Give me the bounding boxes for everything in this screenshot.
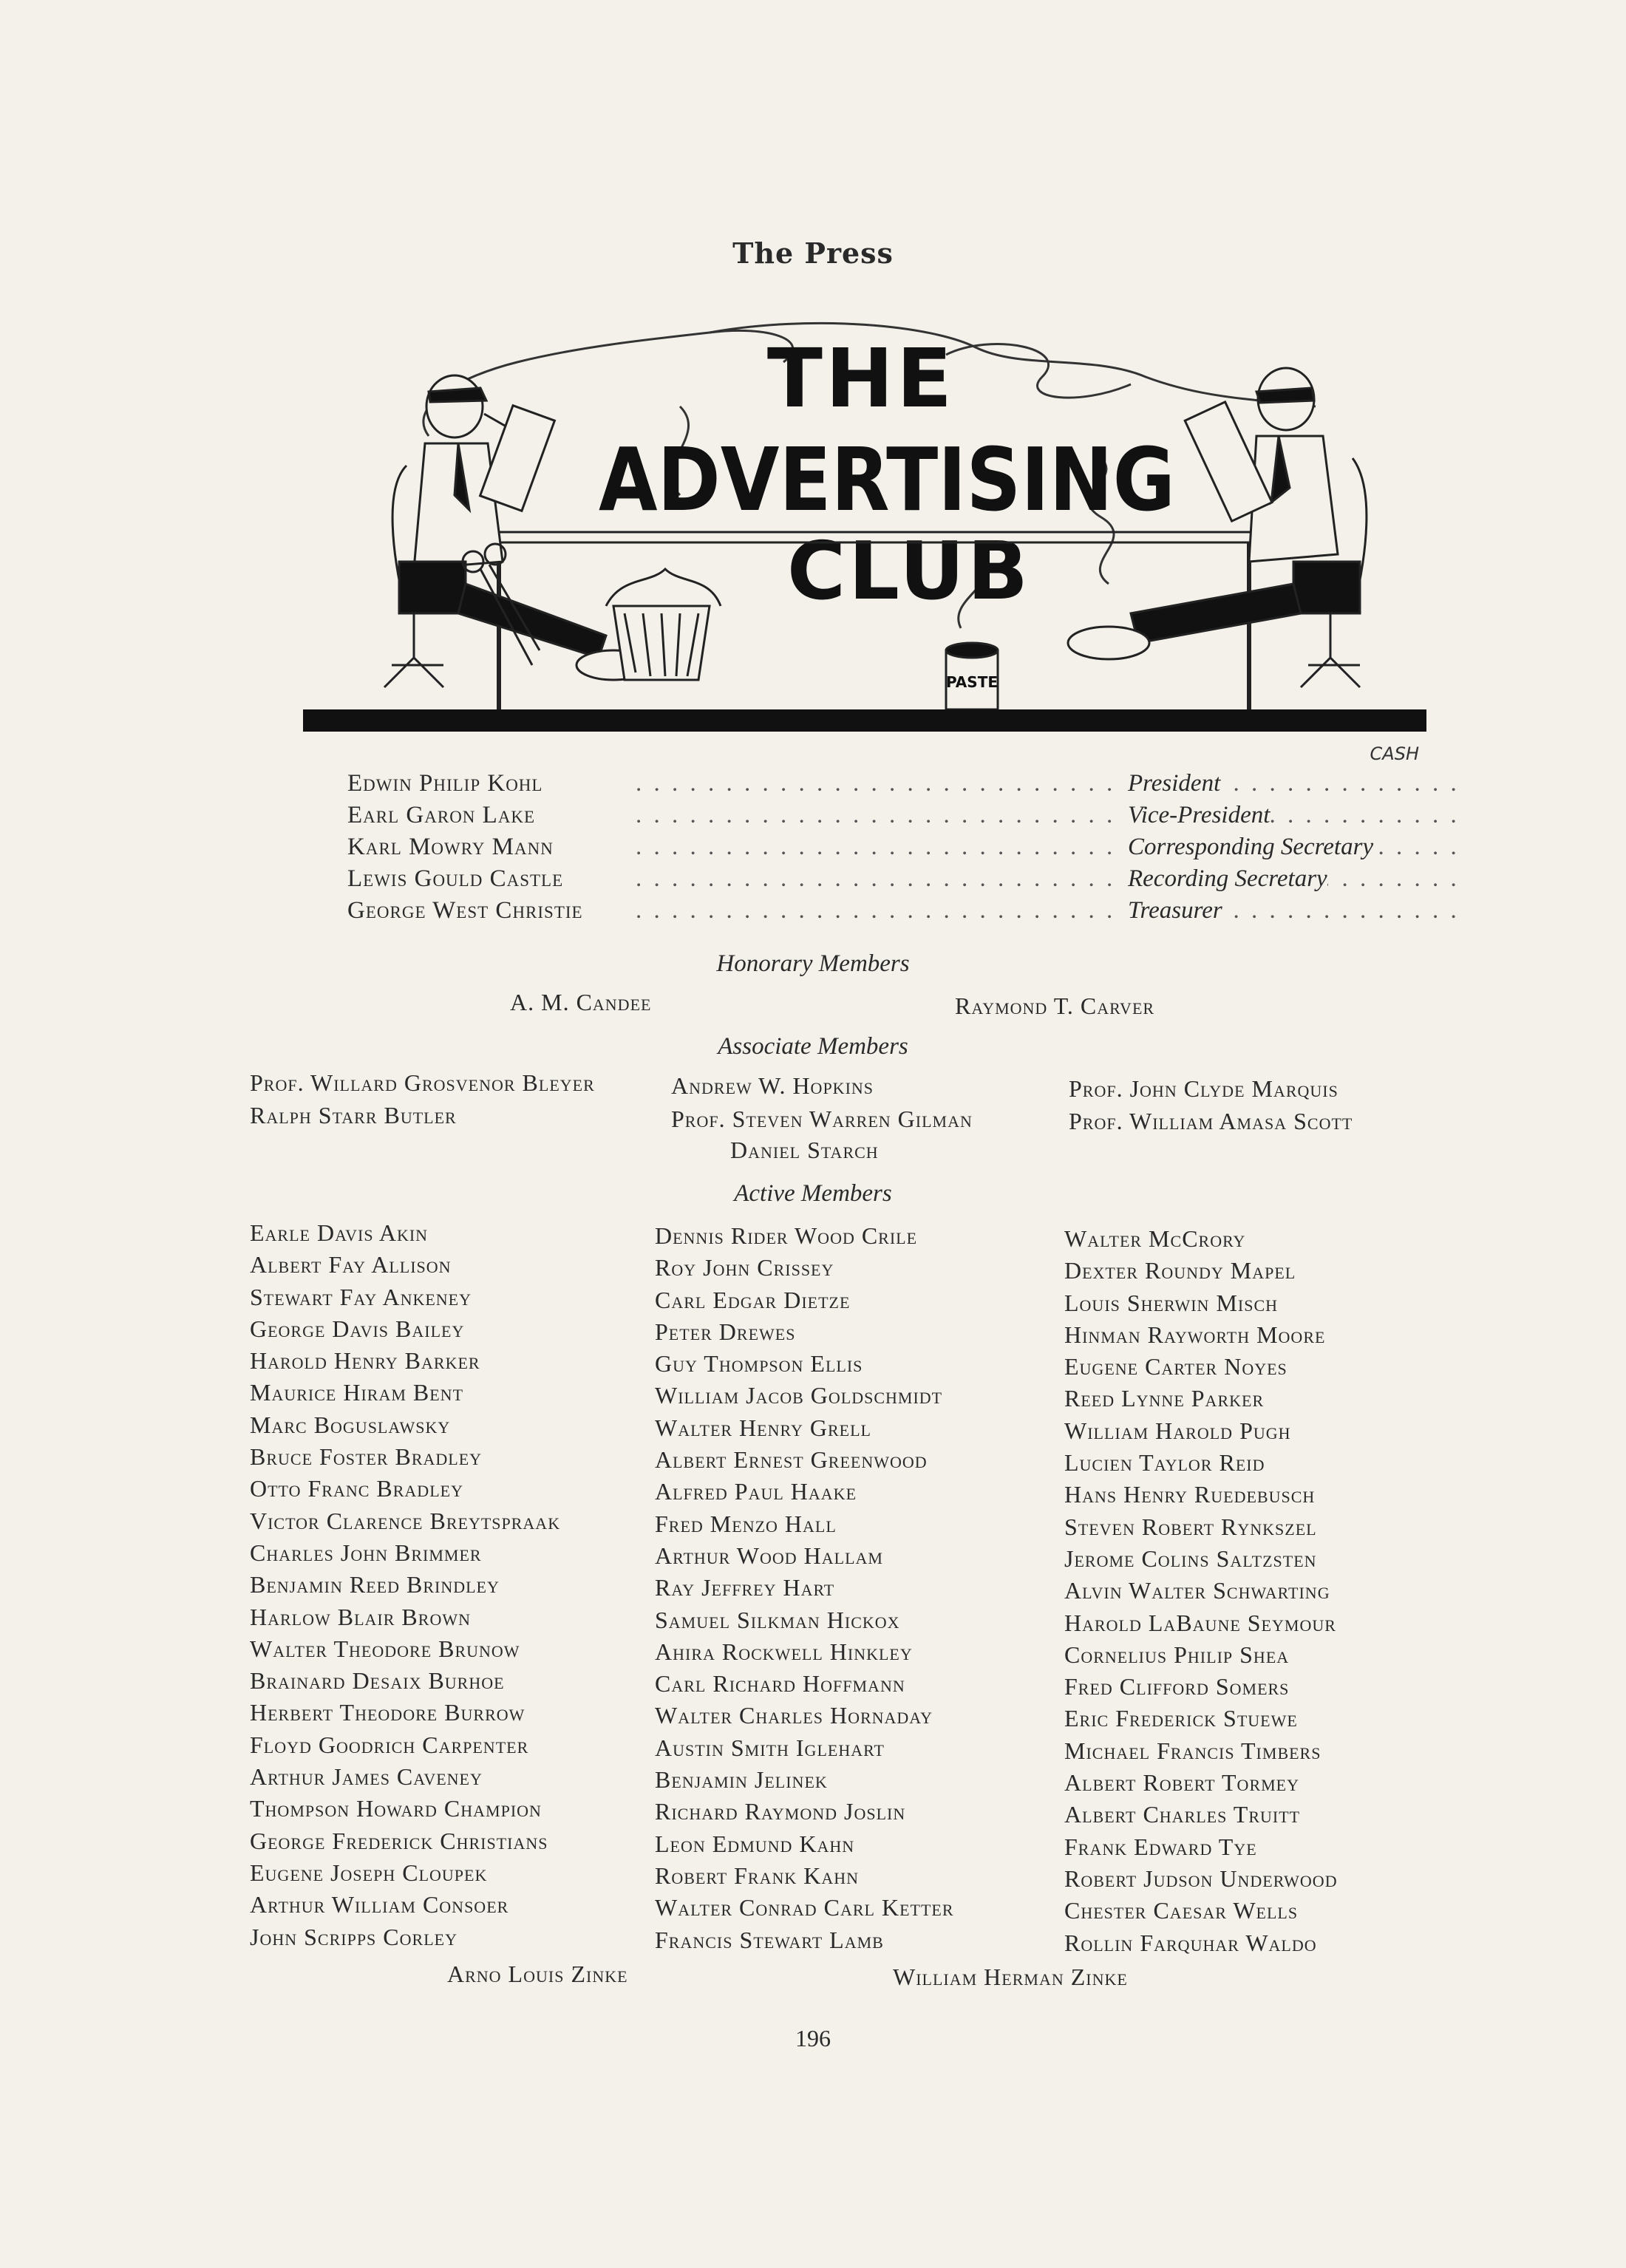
member-name: Herbert Theodore Burrow — [250, 1699, 525, 1726]
officer-title: Vice-President — [1122, 802, 1270, 829]
officer-row — [347, 897, 1441, 929]
associate-member: Ralph Starr Butler — [250, 1102, 457, 1128]
masthead-title-line3: CLUB — [786, 525, 1032, 618]
member-name: Stewart Fay Ankeney — [250, 1283, 472, 1310]
member-name: Floyd Goodrich Carpenter — [250, 1731, 529, 1758]
masthead-title-line1: THE — [766, 331, 956, 426]
member-name: Walter McCrory — [1064, 1225, 1246, 1252]
officer-row — [347, 834, 1441, 865]
active-members-column-2 — [655, 1222, 954, 1958]
member-name: Benjamin Reed Brindley — [250, 1571, 500, 1598]
member-name: Walter Conrad Carl Ketter — [655, 1894, 954, 1921]
member-name: Arthur Wood Hallam — [655, 1542, 883, 1569]
member-name: Robert Frank Kahn — [655, 1862, 860, 1889]
member-name: Chester Caesar Wells — [1064, 1897, 1299, 1924]
member-name: Maurice Hiram Bent — [250, 1379, 464, 1406]
honorary-member: A. M. Candee — [510, 989, 652, 1015]
officer-title: President — [1122, 770, 1220, 797]
member-name: Albert Ernest Greenwood — [655, 1446, 928, 1474]
member-name: William Jacob Goldschmidt — [655, 1382, 943, 1409]
honorary-member: Raymond T. Carver — [955, 992, 1155, 1019]
officer-title: Treasurer — [1122, 897, 1222, 924]
member-name: Dennis Rider Wood Crile — [655, 1222, 918, 1249]
member-name: Albert Robert Tormey — [1064, 1769, 1300, 1797]
associate-member: Prof. Willard Grosvenor Bleyer — [250, 1069, 595, 1096]
associate-member: Prof. William Amasa Scott — [1069, 1108, 1353, 1134]
associate-member: Daniel Starch — [730, 1137, 879, 1163]
member-name: Dexter Roundy Mapel — [1064, 1257, 1296, 1284]
member-name: Eugene Joseph Cloupek — [250, 1859, 488, 1886]
member-name: Harold Henry Barker — [250, 1347, 480, 1375]
leader-dots — [636, 865, 1456, 893]
member-name: Eugene Carter Noyes — [1064, 1353, 1287, 1380]
officer-row — [347, 865, 1441, 897]
officer-name: Earl Garon Lake — [347, 802, 536, 828]
member-name: Rollin Farquhar Waldo — [1064, 1929, 1317, 1956]
member-name: Francis Stewart Lamb — [655, 1926, 884, 1953]
member-name: Bruce Foster Bradley — [250, 1443, 483, 1471]
masthead-illustration — [296, 318, 1434, 761]
member-name: Carl Edgar Dietze — [655, 1286, 851, 1313]
officer-title: Corresponding Secretary — [1122, 834, 1373, 861]
member-name: John Scripps Corley — [250, 1923, 457, 1950]
associate-member: Andrew W. Hopkins — [671, 1072, 874, 1099]
page-number: 196 — [795, 2025, 831, 2051]
member-name: Arthur James Caveney — [250, 1763, 483, 1791]
paste-label: PASTE — [945, 673, 999, 691]
running-head: The Press — [732, 236, 894, 270]
member-name: Charles John Brimmer — [250, 1539, 482, 1566]
associate-member: Prof. Steven Warren Gilman — [671, 1106, 973, 1132]
member-name: Walter Charles Hornaday — [655, 1702, 933, 1729]
member-name: Jerome Colins Saltzsten — [1064, 1545, 1317, 1572]
member-name: Fred Menzo Hall — [655, 1510, 837, 1537]
member-name: Harlow Blair Brown — [250, 1603, 471, 1630]
member-name: Michael Francis Timbers — [1064, 1737, 1321, 1764]
member-name: Alvin Walter Schwarting — [1064, 1577, 1330, 1604]
member-name: Louis Sherwin Misch — [1064, 1289, 1279, 1316]
member-name: Samuel Silkman Hickox — [655, 1606, 900, 1633]
member-name: Ray Jeffrey Hart — [655, 1574, 835, 1601]
member-name: Fred Clifford Somers — [1064, 1673, 1290, 1700]
member-name: Robert Judson Underwood — [1064, 1865, 1338, 1892]
active-members-column-1 — [250, 1219, 560, 1955]
active-member-final: Arno Louis Zinke — [447, 1961, 628, 1987]
officer-name: Karl Mowry Mann — [347, 834, 554, 860]
member-name: Victor Clarence Breytspraak — [250, 1507, 561, 1534]
leader-dots — [636, 802, 1456, 829]
member-name: Steven Robert Rynkszel — [1064, 1513, 1317, 1540]
member-name: Thompson Howard Champion — [250, 1795, 542, 1822]
associate-heading: Associate Members — [718, 1033, 908, 1060]
member-name: Hinman Rayworth Moore — [1064, 1321, 1326, 1348]
member-name: Arthur William Consoer — [250, 1891, 509, 1918]
member-name: Albert Fay Allison — [250, 1251, 452, 1278]
member-name: Walter Theodore Brunow — [250, 1635, 520, 1662]
member-name: Cornelius Philip Shea — [1064, 1641, 1290, 1668]
member-name: Austin Smith Iglehart — [655, 1734, 885, 1761]
member-name: Earle Davis Akin — [250, 1219, 429, 1246]
member-name: Peter Drewes — [655, 1318, 796, 1345]
member-name: Leon Edmund Kahn — [655, 1830, 855, 1857]
member-name: Otto Franc Bradley — [250, 1475, 463, 1502]
member-name: Frank Edward Tye — [1064, 1833, 1257, 1860]
leader-dots — [636, 770, 1456, 797]
active-members-column-3 — [1064, 1225, 1338, 1961]
member-name: Hans Henry Ruedebusch — [1064, 1481, 1316, 1508]
member-name: Alfred Paul Haake — [655, 1478, 857, 1505]
member-name: Benjamin Jelinek — [655, 1766, 828, 1794]
officers-list — [347, 770, 1441, 929]
officer-name: Lewis Gould Castle — [347, 865, 564, 892]
member-name: Carl Richard Hoffmann — [655, 1670, 905, 1697]
officer-name: George West Christie — [347, 897, 583, 924]
member-name: Harold LaBaune Seymour — [1064, 1609, 1336, 1636]
associate-member: Prof. John Clyde Marquis — [1069, 1075, 1338, 1102]
member-name: Marc Boguslawsky — [250, 1411, 451, 1438]
officer-row — [347, 770, 1441, 802]
member-name: George Frederick Christians — [250, 1827, 548, 1854]
member-name: Lucien Taylor Reid — [1064, 1449, 1265, 1477]
member-name: Walter Henry Grell — [655, 1414, 871, 1441]
active-member-final: William Herman Zinke — [893, 1964, 1128, 1990]
member-name: Brainard Desaix Burhoe — [250, 1667, 505, 1695]
officer-title: Recording Secretary — [1122, 865, 1327, 893]
member-name: Eric Frederick Stuewe — [1064, 1705, 1298, 1732]
leader-dots — [636, 897, 1456, 924]
member-name: Richard Raymond Joslin — [655, 1798, 906, 1825]
waste-basket — [606, 569, 721, 680]
artist-signature: CASH — [1370, 743, 1419, 761]
officer-row — [347, 802, 1441, 834]
member-name: George Davis Bailey — [250, 1315, 465, 1342]
member-name: Ahira Rockwell Hinkley — [655, 1638, 913, 1665]
masthead-title-line2: ADVERTISING — [599, 429, 1175, 531]
active-heading: Active Members — [734, 1180, 892, 1207]
honorary-heading: Honorary Members — [716, 950, 910, 977]
member-name: Guy Thompson Ellis — [655, 1350, 863, 1378]
officer-name: Edwin Philip Kohl — [347, 770, 543, 797]
member-name: William Harold Pugh — [1064, 1417, 1291, 1444]
member-name: Albert Charles Truitt — [1064, 1801, 1301, 1828]
member-name: Roy John Crissey — [655, 1254, 834, 1281]
member-name: Reed Lynne Parker — [1064, 1385, 1265, 1412]
